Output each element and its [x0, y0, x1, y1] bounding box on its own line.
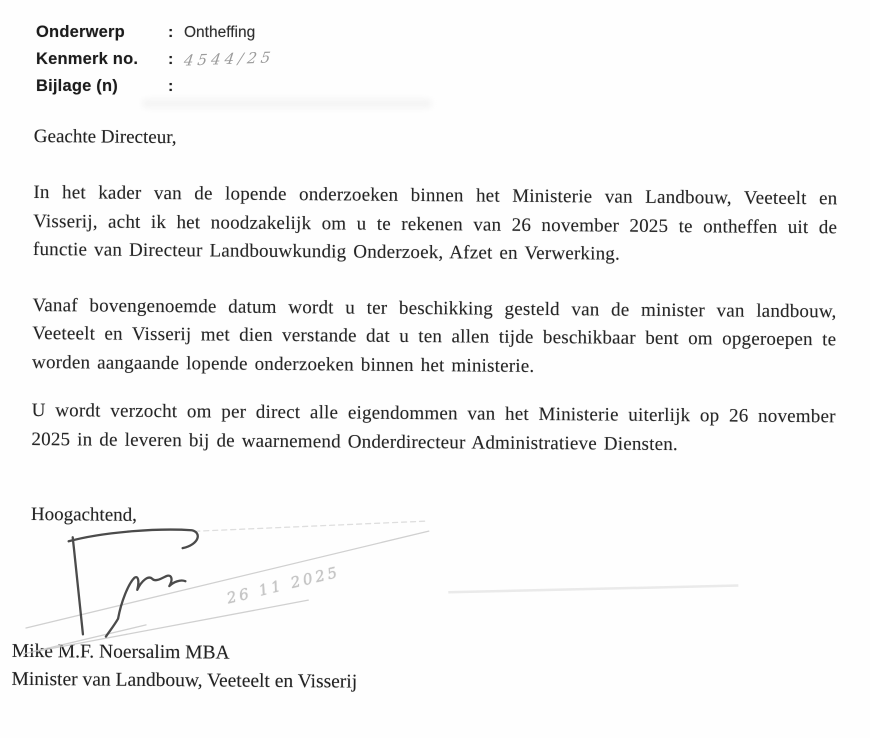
meta-label-bijlage: Bijlage (n)	[36, 77, 118, 95]
paragraph-3: U wordt verzocht om per direct alle eigendommen van het Ministerie uiterlijk op 26 november 2025 in de leveren bij de waarnemend Onderdirecteur Administratieve Diensten.	[31, 399, 836, 455]
paragraph-1: In het kader van de lopende onderzoeken binnen het Ministerie van Landbouw, Veeteelt en Visserij, acht ik het noodzakelijk om u te rekenen van 26 november 2025 te ontheffen uit de functie van Directeur Landbouwkundig Onderzoek, Afzet en Verwerking.	[32, 181, 838, 265]
meta-row-kenmerk	[36, 46, 274, 73]
letter-body	[11, 118, 838, 700]
meta-row-bijlage	[36, 73, 274, 100]
scan-smudge	[142, 99, 432, 108]
meta-label-onderwerp: Onderwerp	[36, 23, 125, 41]
signatory-name: Mike M.F. Noersalim MBA	[11, 640, 230, 664]
meta-value-kenmerk-handwritten: 4544/25	[182, 48, 276, 70]
closing-phrase: Hoogachtend,	[30, 503, 138, 526]
meta-label-kenmerk: Kenmerk no.	[36, 50, 139, 68]
meta-value-onderwerp: Ontheffing	[184, 24, 256, 41]
signature-area	[24, 526, 835, 644]
salutation: Geachte Directeur,	[33, 125, 177, 149]
signatory-block	[11, 638, 833, 700]
signatory-title: Minister van Landbouw, Veeteelt en Visserij	[11, 668, 358, 693]
letter-meta-block	[36, 19, 274, 100]
signature-drawing	[24, 526, 765, 644]
pencil-smudge	[448, 583, 738, 594]
meta-colon: :	[168, 78, 174, 95]
ink-signature	[68, 529, 198, 638]
meta-row-onderwerp	[36, 19, 274, 46]
meta-colon: :	[168, 24, 174, 41]
meta-colon: :	[168, 51, 174, 68]
signature-date-handwritten: 26 11 2025	[224, 562, 342, 608]
paragraph-2: Vanaf bovengenoemde datum wordt u ter beschikking gesteld van de minister van landbouw, Veeteelt en Visserij met dien verstande dat u ten allen tijde beschikbaar bent om opgeroepen te worden aangaande lopende onderzoeken binnen het ministerie.	[32, 294, 837, 377]
